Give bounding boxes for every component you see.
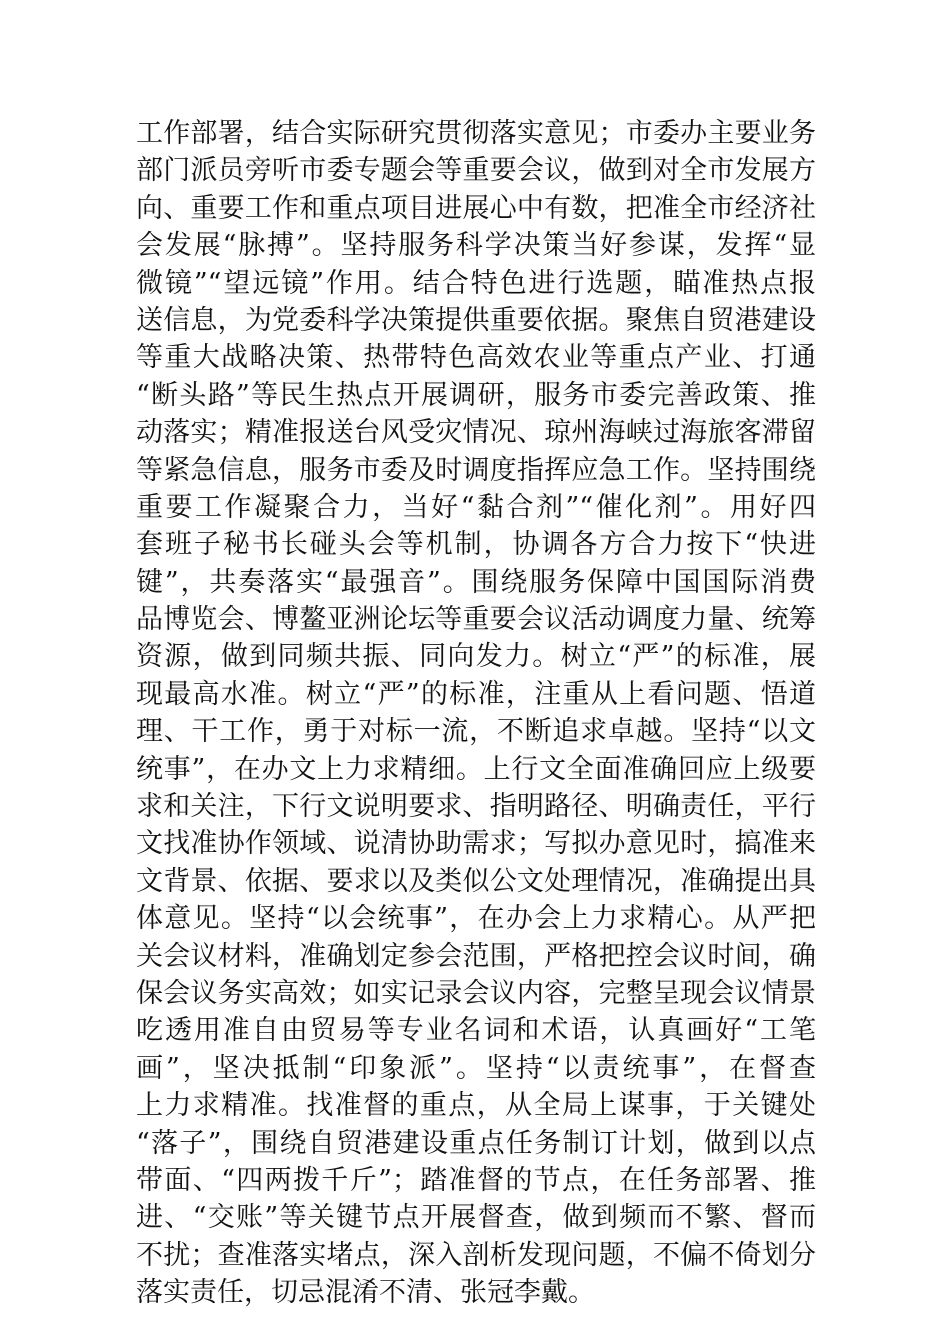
text-line: 等紧急信息，服务市委及时调度指挥应急工作。坚持围绕	[136, 454, 816, 486]
text-line: 品博览会、博鳌亚洲论坛等重要会议活动调度力量、统筹	[136, 604, 816, 636]
text-line: 套班子秘书长碰头会等机制，协调各方合力按下“快进	[136, 529, 816, 561]
text-line: 进、“交账”等关键节点开展督查，做到频而不繁、督而	[136, 1202, 816, 1234]
text-line: 动落实；精准报送台风受灾情况、琼州海峡过海旅客滞留	[136, 417, 816, 449]
text-line: 现最高水准。树立“严”的标准，注重从上看问题、悟道	[136, 678, 816, 710]
body-paragraph	[136, 115, 816, 1312]
text-line: 文找准协作领域、说清协助需求；写拟办意见时，搞准来	[136, 828, 816, 860]
text-line: 关会议材料，准确划定参会范围，严格把控会议时间，确	[136, 940, 816, 972]
text-line: “断头路”等民生热点开展调研，服务市委完善政策、推	[136, 379, 816, 411]
text-line: 资源，做到同频共振、同向发力。树立“严”的标准，展	[136, 641, 816, 673]
text-line: 统事”，在办文上力求精细。上行文全面准确回应上级要	[136, 753, 816, 785]
text-line: 落实责任，切忌混淆不清、张冠李戴。	[136, 1277, 595, 1309]
text-line: “落子”，围绕自贸港建设重点任务制订计划，做到以点	[136, 1127, 816, 1159]
text-line: 不扰；查准落实堵点，深入剖析发现问题，不偏不倚划分	[136, 1239, 816, 1271]
text-line: 微镜”“望远镜”作用。结合特色进行选题，瞄准热点报	[136, 267, 816, 299]
text-line: 文背景、依据、要求以及类似公文处理情况，准确提出具	[136, 865, 816, 897]
text-line: 部门派员旁听市委专题会等重要会议，做到对全市发展方	[136, 155, 816, 187]
text-line: 工作部署，结合实际研究贯彻落实意见；市委办主要业务	[136, 118, 816, 149]
text-line: 送信息，为党委科学决策提供重要依据。聚焦自贸港建设	[136, 304, 816, 336]
text-line: 吃透用准自由贸易等专业名词和术语，认真画好“工笔	[136, 1015, 816, 1047]
text-line: 会发展“脉搏”。坚持服务科学决策当好参谋，发挥“显	[136, 230, 816, 262]
text-line: 体意见。坚持“以会统事”，在办会上力求精心。从严把	[136, 903, 816, 935]
text-line: 求和关注，下行文说明要求、指明路径、明确责任，平行	[136, 791, 816, 823]
text-line: 保会议务实高效；如实记录会议内容，完整呈现会议情景	[136, 977, 816, 1009]
text-line: 向、重要工作和重点项目进展心中有数，把准全市经济社	[136, 192, 816, 224]
text-line: 带面、“四两拨千斤”；踏准督的节点，在任务部署、推	[136, 1164, 816, 1196]
text-line: 理、干工作，勇于对标一流，不断追求卓越。坚持“以文	[136, 716, 816, 748]
text-line: 重要工作凝聚合力，当好“黏合剂”“催化剂”。用好四	[136, 491, 816, 523]
text-line: 画”，坚决抵制“印象派”。坚持“以责统事”，在督查	[136, 1052, 816, 1084]
text-line: 键”，共奏落实“最强音”。围绕服务保障中国国际消费	[136, 566, 816, 598]
text-line: 上力求精准。找准督的重点，从全局上谋事，于关键处	[136, 1090, 816, 1122]
text-line: 等重大战略决策、热带特色高效农业等重点产业、打通	[136, 342, 816, 374]
